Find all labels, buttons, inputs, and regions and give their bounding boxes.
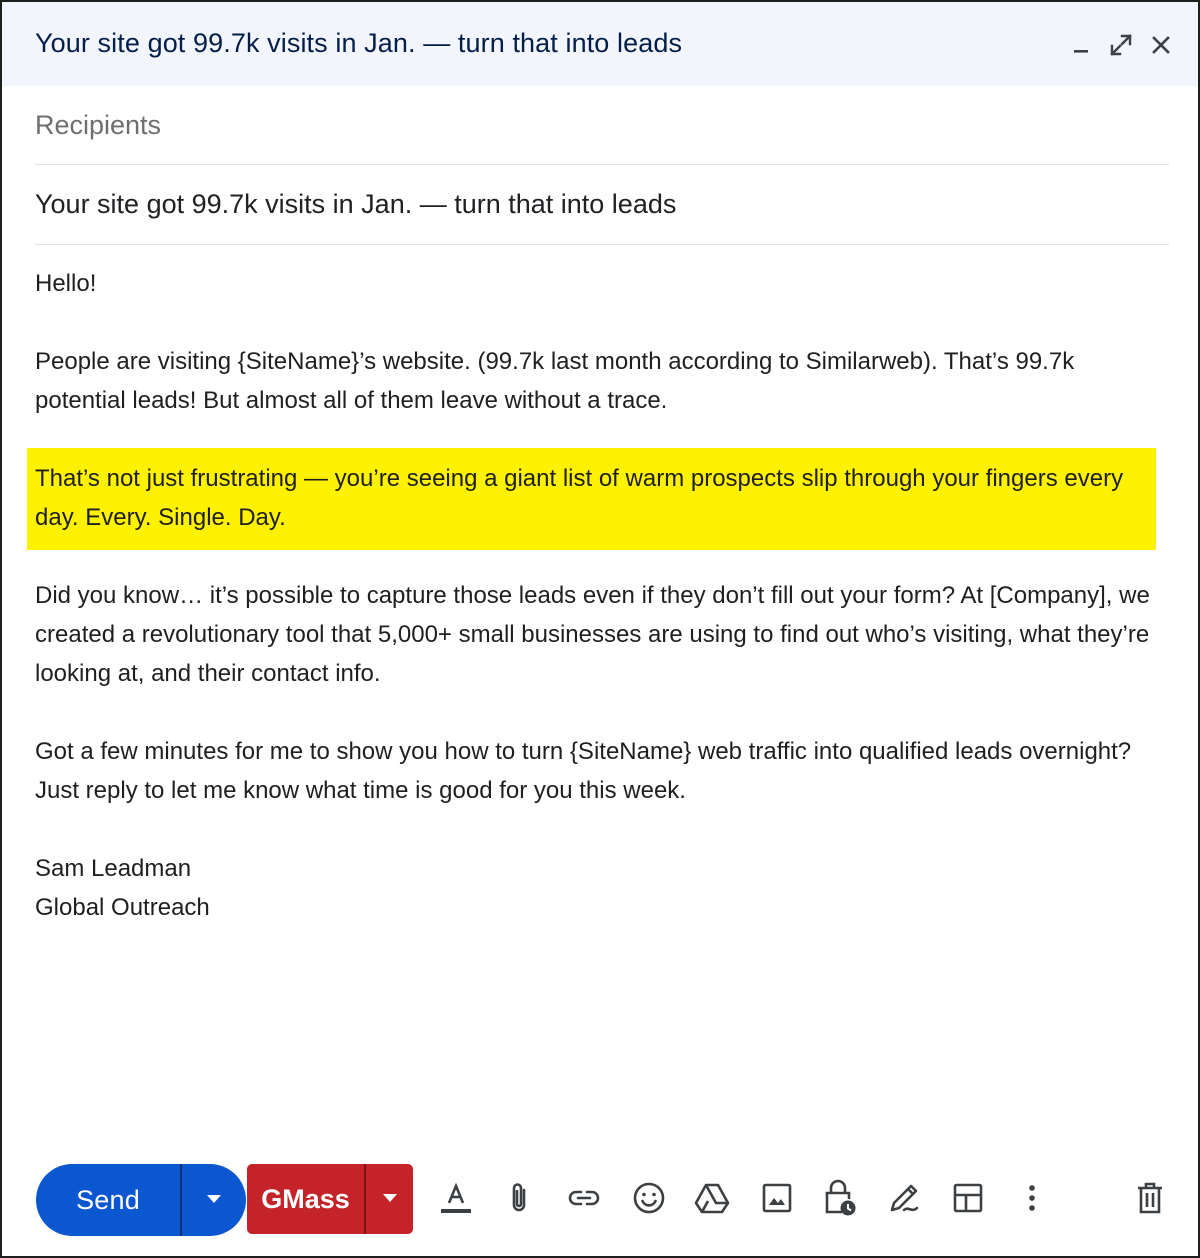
compose-header[interactable] xyxy=(2,2,1198,86)
more-options-icon xyxy=(1027,1183,1037,1213)
insert-photo-button[interactable] xyxy=(757,1178,797,1218)
send-options-button[interactable] xyxy=(182,1164,246,1236)
highlighted-block xyxy=(35,459,1169,537)
recipients-input[interactable] xyxy=(35,110,1169,141)
confidential-mode-button[interactable] xyxy=(820,1178,860,1218)
insert-link-button[interactable] xyxy=(564,1178,604,1218)
attach-icon xyxy=(504,1181,534,1215)
expand-icon xyxy=(1109,33,1133,57)
gmass-button-group xyxy=(247,1164,413,1234)
message-body[interactable] xyxy=(35,264,1169,927)
gmass-button[interactable]: GMass xyxy=(261,1183,350,1214)
signature-org: Global Outreach xyxy=(35,894,210,921)
photo-icon xyxy=(761,1182,793,1214)
insert-emoji-button[interactable] xyxy=(629,1178,669,1218)
body-paragraph-1: People are visiting {SiteName}’s website. (99.7k last month according to Similarweb). That’s 99.7k potential leads! But almost all of them leave without a trace. xyxy=(35,348,1075,414)
signature-icon xyxy=(886,1180,922,1216)
emoji-icon xyxy=(632,1181,666,1215)
discard-draft-button[interactable] xyxy=(1130,1178,1170,1218)
caret-down-icon xyxy=(206,1191,222,1209)
confidential-mode-icon xyxy=(822,1179,858,1217)
layout-icon xyxy=(952,1182,984,1214)
body-paragraph-4: Got a few minutes for me to show you how to turn {SiteName} web traffic into qualified leads overnight? Just reply to let me know what time is good for you this week. xyxy=(35,738,1132,804)
recipients-field[interactable] xyxy=(35,86,1169,165)
signature-name: Sam Leadman xyxy=(35,855,192,882)
discard-icon xyxy=(1135,1181,1165,1215)
minimize-button[interactable] xyxy=(1066,30,1096,60)
gmass-settings-button[interactable] xyxy=(366,1164,413,1234)
minimize-icon xyxy=(1070,34,1092,56)
insert-drive-button[interactable] xyxy=(692,1178,732,1218)
close-button[interactable] xyxy=(1146,30,1176,60)
more-options-button[interactable] xyxy=(1012,1178,1052,1218)
drive-icon xyxy=(694,1181,730,1215)
body-paragraph-2-highlighted: That’s not just frustrating — you’re seeing a giant list of warm prospects slip through your fingers every day. Every. Single. Day. xyxy=(35,465,1124,531)
subject-field[interactable] xyxy=(35,165,1169,245)
subject-value: Your site got 99.7k visits in Jan. — turn that into leads xyxy=(35,189,677,219)
send-button-group xyxy=(36,1164,246,1236)
greeting-text: Hello! xyxy=(35,270,97,297)
compose-title: Your site got 99.7k visits in Jan. — turn that into leads xyxy=(35,28,683,58)
layouts-button[interactable] xyxy=(948,1178,988,1218)
insert-signature-button[interactable] xyxy=(884,1178,924,1218)
expand-button[interactable] xyxy=(1106,30,1136,60)
formatting-options-button[interactable] xyxy=(436,1178,476,1218)
text-format-icon xyxy=(439,1181,473,1215)
attach-files-button[interactable] xyxy=(499,1178,539,1218)
link-icon xyxy=(567,1181,601,1215)
send-button[interactable]: Send xyxy=(76,1184,140,1215)
compose-toolbar xyxy=(2,1162,1198,1234)
close-icon xyxy=(1149,33,1173,57)
body-paragraph-3: Did you know… it’s possible to capture those leads even if they don’t fill out your form? At [Company], we created a revolutionary tool that 5,000+ small businesses are using to find out who’s visiting, what they’re looking at, and their contact info. xyxy=(35,582,1150,687)
caret-down-icon xyxy=(382,1190,398,1208)
